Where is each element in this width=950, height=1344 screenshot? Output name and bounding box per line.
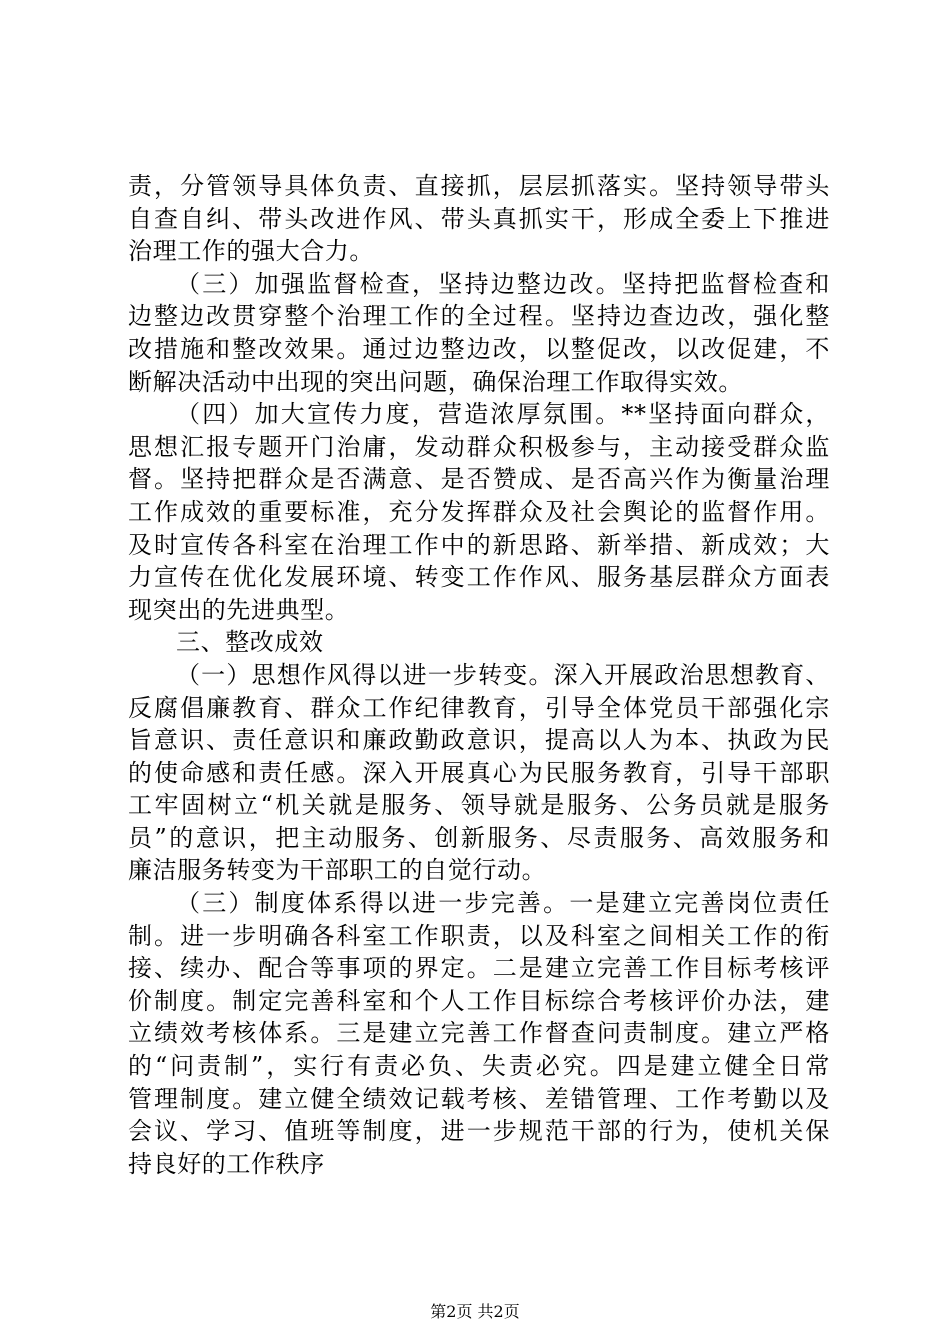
text-line: 反腐倡廉教育、群众工作纪律教育，引导全体党员干部强化宗: [128, 693, 830, 722]
text-line: 责，分管领导具体负责、直接抓，层层抓落实。坚持领导带头: [128, 172, 830, 200]
text-line: 工牢固树立“机关就是服务、领导就是服务、公务员就是服务: [128, 791, 830, 820]
text-line: （三）加强监督检查，坚持边整边改。坚持把监督检查和: [176, 269, 830, 298]
text-line: 制。进一步明确各科室工作职责，以及科室之间相关工作的衔: [128, 921, 830, 950]
text-line: 员”的意识，把主动服务、创新服务、尽责服务、高效服务和: [128, 823, 830, 852]
text-line: 的使命感和责任感。深入开展真心为民服务教育，引导干部职: [128, 758, 830, 787]
text-line: 价制度。制定完善科室和个人工作目标综合考核评价办法，建: [128, 986, 830, 1015]
text-line: 会议、学习、值班等制度，进一步规范干部的行为，使机关保: [128, 1117, 830, 1146]
document-body: [128, 170, 830, 1180]
text-line: 持良好的工作秩序: [128, 1149, 325, 1178]
text-line: 自查自纠、带头改进作风、带头真抓实干，形成全委上下推进: [128, 204, 830, 233]
text-line: 督。坚持把群众是否满意、是否赞成、是否高兴作为衡量治理: [128, 465, 830, 494]
text-line: 断解决活动中出现的突出问题，确保治理工作取得实效。: [128, 367, 743, 396]
text-line: 改措施和整改效果。通过边整边改，以整促改，以改促建，不: [128, 334, 830, 363]
text-line: （一）思想作风得以进一步转变。深入开展政治思想教育、: [176, 660, 830, 689]
text-line: 的“问责制”，实行有责必负、失责必究。四是建立健全日常: [128, 1052, 830, 1081]
text-line: 现突出的先进典型。: [128, 595, 350, 624]
text-line: 及时宣传各科室在治理工作中的新思路、新举措、新成效；大: [128, 530, 830, 559]
text-line: （四）加大宣传力度，营造浓厚氛围。**坚持面向群众，: [176, 400, 830, 429]
text-line: （三）制度体系得以进一步完善。一是建立完善岗位责任: [176, 889, 830, 918]
text-line: 力宣传在优化发展环境、转变工作作风、服务基层群众方面表: [128, 563, 830, 592]
text-line: 接、续办、配合等事项的界定。二是建立完善工作目标考核评: [128, 954, 830, 983]
section-heading: 三、整改成效: [176, 628, 324, 657]
text-line: 旨意识、责任意识和廉政勤政意识，提高以人为本、执政为民: [128, 726, 830, 755]
text-line: 廉洁服务转变为干部职工的自觉行动。: [128, 856, 547, 885]
text-line: 思想汇报专题开门治庸，发动群众积极参与，主动接受群众监: [128, 432, 830, 461]
text-line: 边整边改贯穿整个治理工作的全过程。坚持边查边改，强化整: [128, 302, 830, 331]
page-number-footer: 第2页 共2页: [430, 1302, 520, 1321]
text-line: 立绩效考核体系。三是建立完善工作督查问责制度。建立严格: [128, 1019, 830, 1048]
text-line: 工作成效的重要标准，充分发挥群众及社会舆论的监督作用。: [128, 497, 830, 526]
text-line: 治理工作的强大合力。: [128, 237, 374, 266]
text-line: 管理制度。建立健全绩效记载考核、差错管理、工作考勤以及: [128, 1084, 830, 1113]
